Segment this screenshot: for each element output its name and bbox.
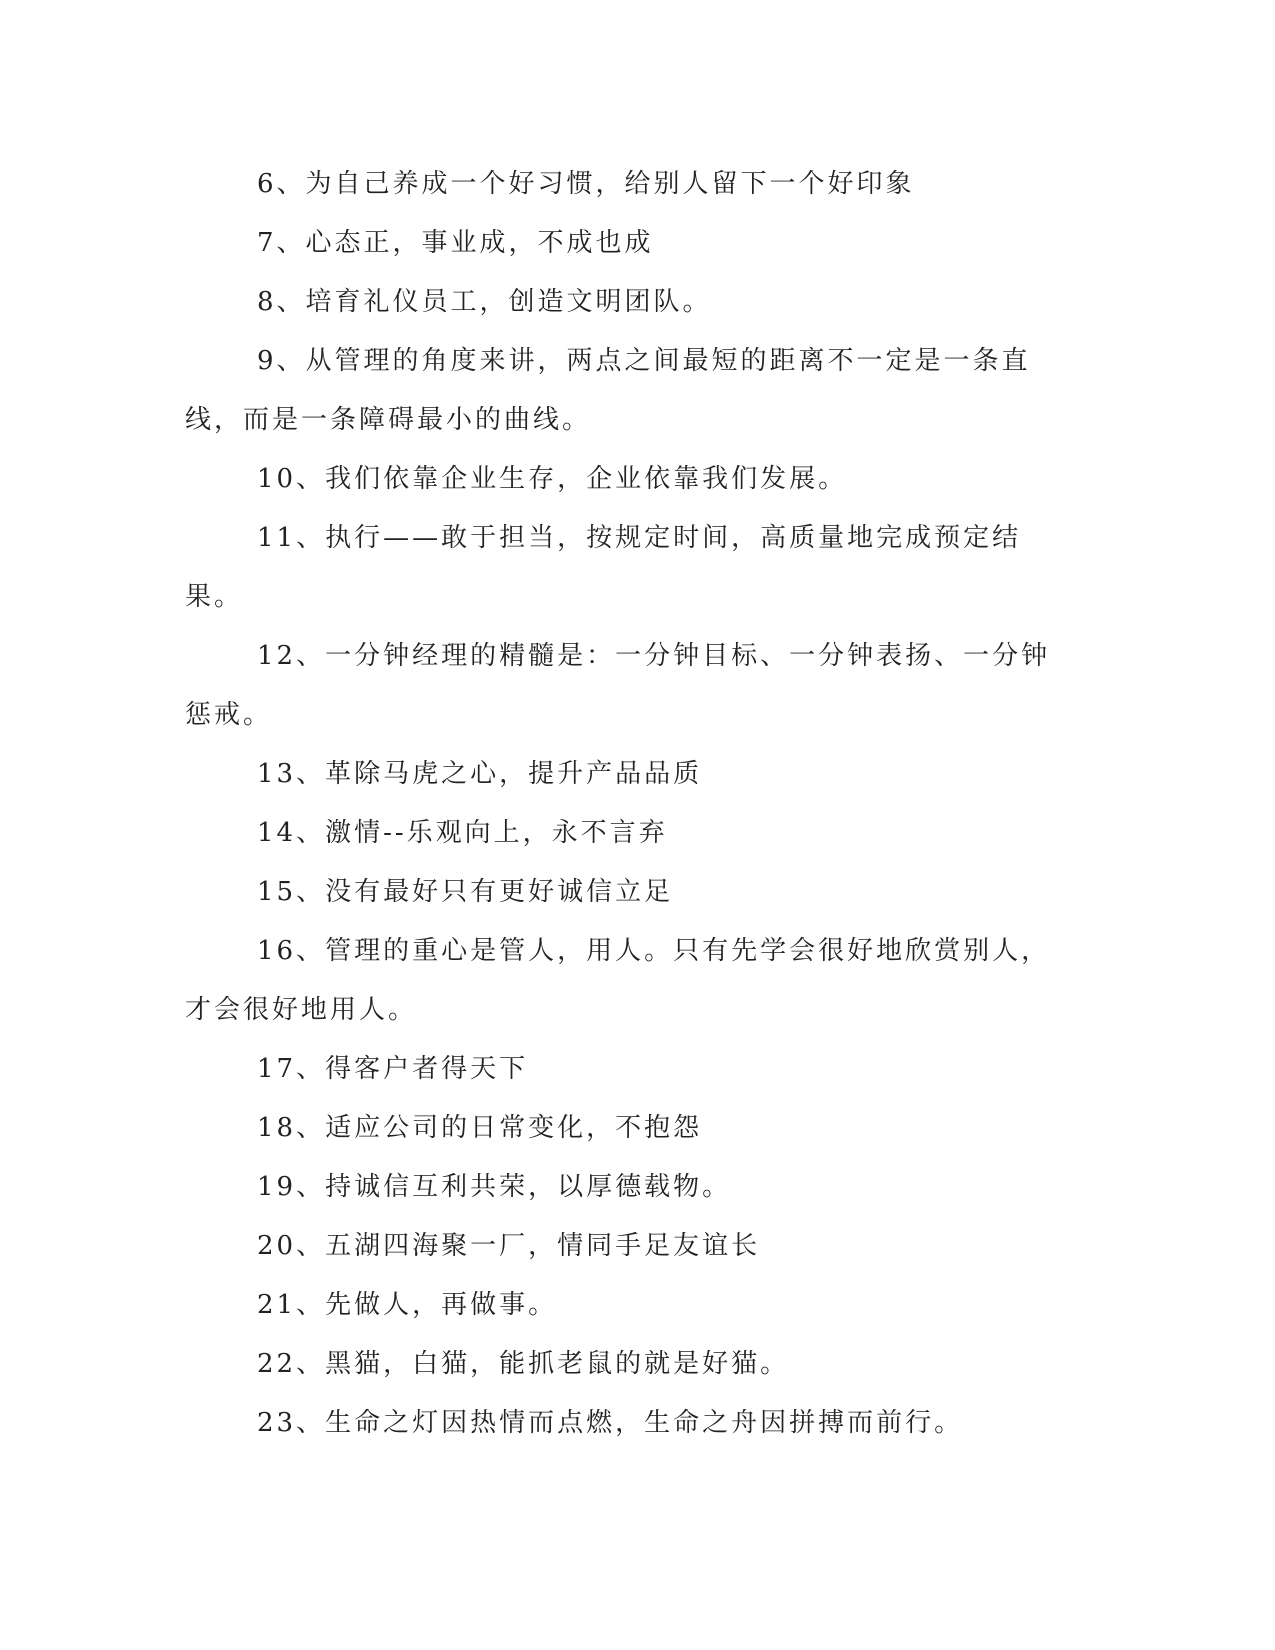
paragraph-item-20: 20、五湖四海聚一厂，情同手足友谊长 xyxy=(257,1231,761,1261)
paragraph-item-22: 22、黑猫，白猫，能抓老鼠的就是好猫。 xyxy=(257,1349,790,1379)
paragraph-item-18: 18、适应公司的日常变化，不抱怨 xyxy=(257,1113,703,1143)
paragraph-item-12: 12、一分钟经理的精髓是：一分钟目标、一分钟表扬、一分钟惩戒。 xyxy=(185,641,1051,730)
paragraph-item-17: 17、得客户者得天下 xyxy=(257,1054,529,1084)
document-body xyxy=(185,155,1065,1453)
paragraph-item-21: 21、先做人，再做事。 xyxy=(257,1290,558,1320)
paragraph-item-6: 6、为自己养成一个好习惯，给别人留下一个好印象 xyxy=(257,169,915,199)
paragraph-item-23: 23、生命之灯因热情而点燃，生命之舟因拼搏而前行。 xyxy=(257,1408,964,1438)
paragraph-item-7: 7、心态正，事业成，不成也成 xyxy=(257,228,654,258)
paragraph-item-13: 13、革除马虎之心，提升产品品质 xyxy=(257,759,703,789)
paragraph-item-10: 10、我们依靠企业生存，企业依靠我们发展。 xyxy=(257,464,848,494)
paragraph-item-9: 9、从管理的角度来讲，两点之间最短的距离不一定是一条直线，而是一条障碍最小的曲线。 xyxy=(185,346,1031,435)
paragraph-item-15: 15、没有最好只有更好诚信立足 xyxy=(257,877,674,907)
paragraph-item-14: 14、激情--乐观向上，永不言弃 xyxy=(257,818,668,848)
paragraph-item-16: 16、管理的重心是管人，用人。只有先学会很好地欣赏别人，才会很好地用人。 xyxy=(185,936,1051,1025)
paragraph-item-11: 11、执行——敢于担当，按规定时间，高质量地完成预定结果。 xyxy=(185,523,1022,612)
paragraph-item-19: 19、持诚信互利共荣，以厚德载物。 xyxy=(257,1172,732,1202)
paragraph-item-8: 8、培育礼仪员工，创造文明团队。 xyxy=(257,287,712,317)
